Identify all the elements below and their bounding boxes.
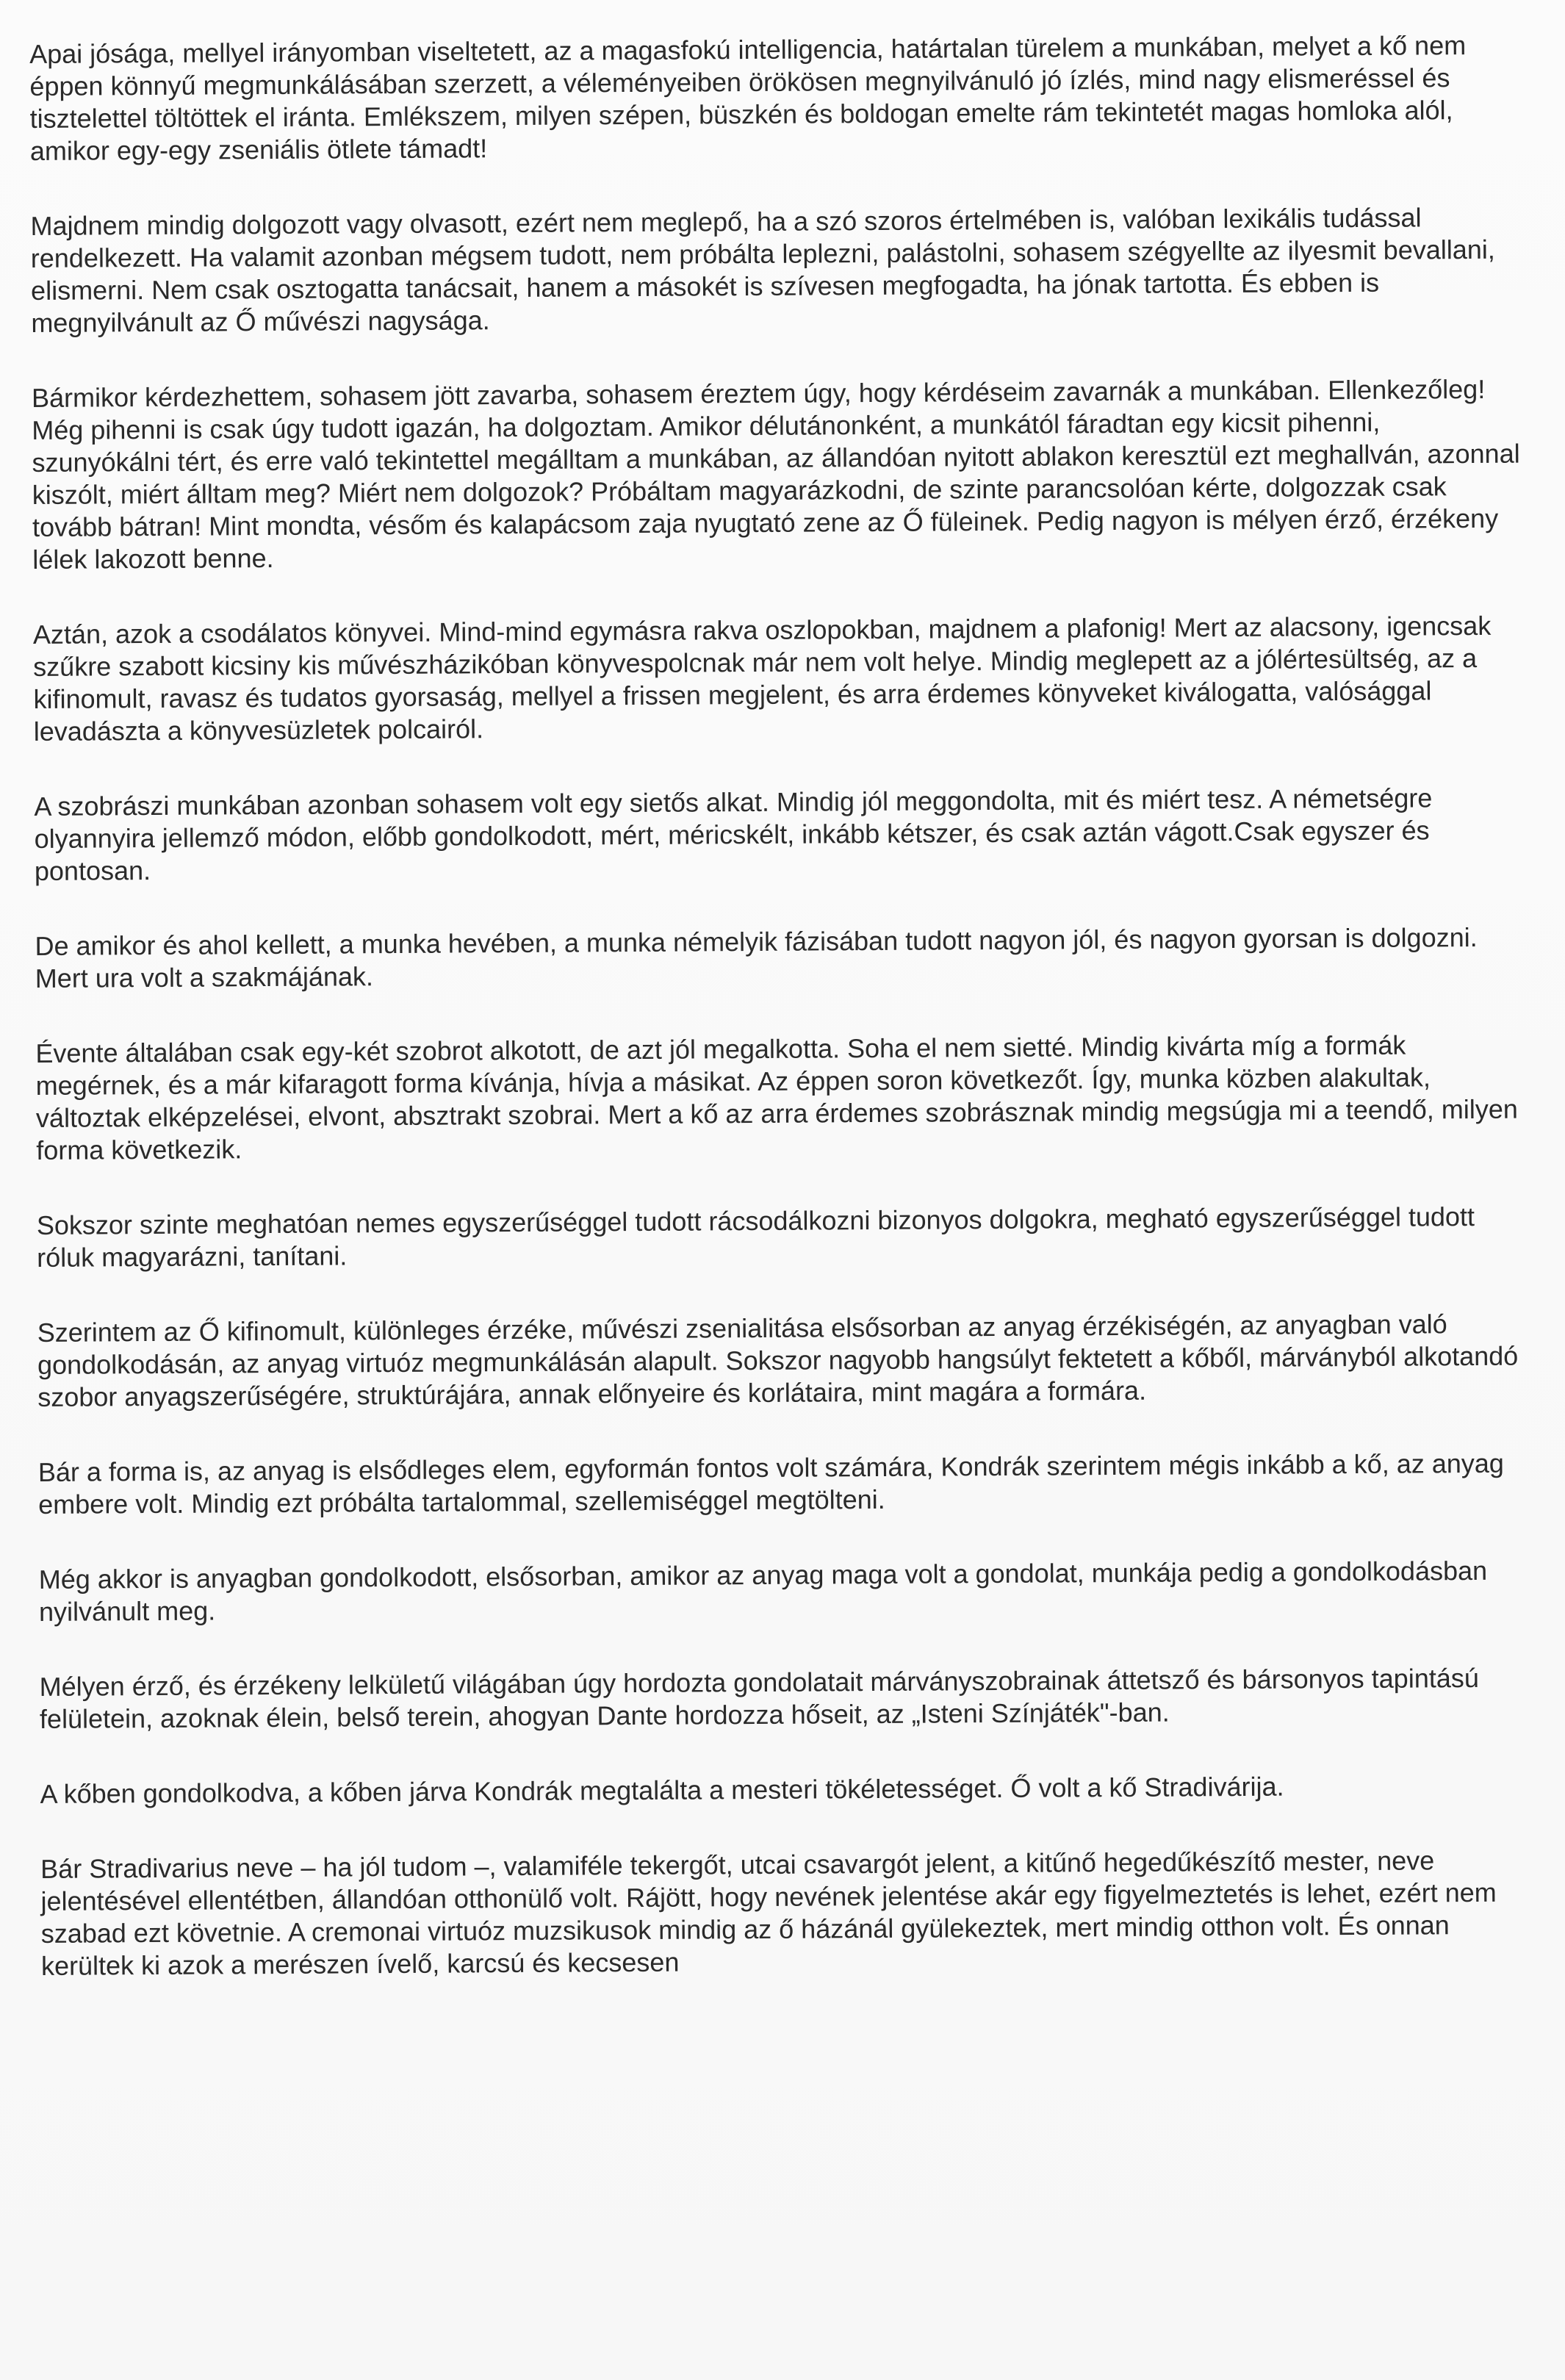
paragraph-9: Szerintem az Ő kifinomult, különleges érzéke, művészi zsenialitása elsősorban az anyag érzékiségén, az anyagban való gondolkodásán, az anyag virtuóz megmunkálásán alapult. Sokszor nagyobb hangsúlyt fektetett a kőből, márványból alkotandó szobor anyagszerűségére, struktúrájára, annak előnyeire és korlátaira, mint magára a formára. [37,1309,1519,1412]
paragraph-2: Majdnem mindig dolgozott vagy olvasott, ezért nem meglepő, ha a szó szoros értelmében is, valóban lexikális tudással rendelkezett. Ha valamit azonban mégsem tudott, nem próbálta leplezni, palástolni, sohasem szégyellte az ilyesmit bevallani, elismerni. Nem csak osztogatta tanácsait, hanem a másokét is szívesen megfogadta, ha jónak tartotta. És ebben is megnyilvánult az Ő művészi nagysága. [30,202,1495,338]
paragraph-11: Még akkor is anyagban gondolkodott, elsősorban, amikor az anyag maga volt a gondolat, munkája pedig a gondolkodásban nyilvánult meg. [38,1555,1488,1627]
paragraph-8: Sokszor szinte meghatóan nemes egyszerűséggel tudott rácsodálkozni bizonyos dolgokra, megható egyszerűséggel tudott róluk magyarázni, tanítani. [36,1201,1475,1273]
paragraph-6: De amikor és ahol kellett, a munka hevében, a munka némelyik fázisában tudott nagyon jól, és nagyon gyorsan is dolgozni. Mert ura volt a szakmájának. [35,921,1478,993]
paragraph-7: Évente általában csak egy-két szobrot alkotott, de azt jól megalkotta. Soha el nem sietté. Mindig kivárta míg a formák megérnek, és a már kifaragott forma kívánja, hívja a másikat. Az éppen soron következőt. Így, munka közben alakultak, változtak elképzelései, elvont, absztrakt szobrai. Mert a kő az arra érdemes szobrásznak mindig megsúgja mi a teendő, milyen forma következik. [35,1029,1519,1165]
document-body [29,29,1533,2025]
paragraph-4: Aztán, azok a csodálatos könyvei. Mind-mind egymásra rakva oszlopokban, majdnem a plafonig! Mert az alacsony, igencsak szűkre szabott kicsiny kis művészházikóban könyvespolcnak már nem volt helye. Mindig meglepett az a jólértesültség, az a kifinomult, ravasz és tudatos gyorsaság, mellyel a frissen megjelent, és arra érdemes könyveket kiválogatta, valósággal levadászta a könyvesüzletek polcairól. [32,610,1492,747]
paragraph-12: Mélyen érző, és érzékeny lelkületű világában úgy hordozta gondolatait márványszobrainak áttetsző és bársonyos tapintású felületein, azoknak élein, belső terein, ahogyan Dante hordozza hőseit, az „Isteni Színjáték"-ban. [39,1662,1479,1734]
paragraph-13: A kőben gondolkodva, a kőben járva Kondrák megtalálta a mesteri tökéletességet. Ő volt a kő Stradivárija. [40,1771,1284,1809]
paragraph-5: A szobrászi munkában azonban sohasem volt egy sietős alkat. Mindig jól meggondolta, mit és miért tesz. A németségre olyannyira jellemző módon, előbb gondolkodott, mért, méricskélt, inkább kétszer, és csak aztán vágott.Csak egyszer és pontosan. [34,783,1433,886]
paragraph-1: Apai jósága, mellyel irányomban viseltetett, az a magasfokú intelligencia, határtalan türelem a munkában, melyet a kő nem éppen könnyű megmunkálásában szerzett, a véleményeiben örökösen megnyilvánuló jó ízlés, mind nagy elismeréssel és tisztelettel töltöttek el iránta. Emlékszem, milyen szépen, büszkén és boldogan emelte rám tekintetét magas homloka alól, amikor egy-egy zseniális ötlete támadt! [29,30,1467,166]
paragraph-3: Bármikor kérdezhettem, sohasem jött zavarba, sohasem éreztem úgy, hogy kérdéseim zavarnák a munkában. Ellenkezőleg! Még pihenni is csak úgy tudott igazán, ha dolgoztam. Amikor délutánonként, a munkától fáradtan egy kicsit pihenni, szunyókálni tért, és erre való tekintettel megálltam a munkában, az állandóan nyitott ablakon keresztül ezt meghallván, azonnal kiszólt, miért álltam meg? Miért nem dolgozok? Próbáltam magyarázkodni, de szinte parancsolóan kérte, dolgozzak csak tovább bátran! Mint mondta, vésőm és kalapácsom zaja nyugtató zene az Ő füleinek. Pedig nagyon is mélyen érző, érzékeny lélek lakozott benne. [31,373,1520,575]
paragraph-10: Bár a forma is, az anyag is elsődleges elem, egyformán fontos volt számára, Kondrák szerintem mégis inkább a kő, az anyag embere volt. Mindig ezt próbálta tartalommal, szellemiséggel megtölteni. [37,1448,1504,1520]
paragraph-14: Bár Stradivarius neve – ha jól tudom –, valamiféle tekergőt, utcai csavargót jelent, a kitűnő hegedűkészítő mester, neve jelentésével ellentétben, állandóan otthonülő volt. Rájött, hogy nevének jelentése akár egy figyelmeztetés is lehet, ezért nem szabad ezt követnie. A cremonai virtuóz muzsikusok mindig az ő házánál gyülekeztek, mert mindig otthon volt. És onnan kerültek ki azok a merészen ívelő, karcsú és kecsesen [40,1845,1497,1981]
